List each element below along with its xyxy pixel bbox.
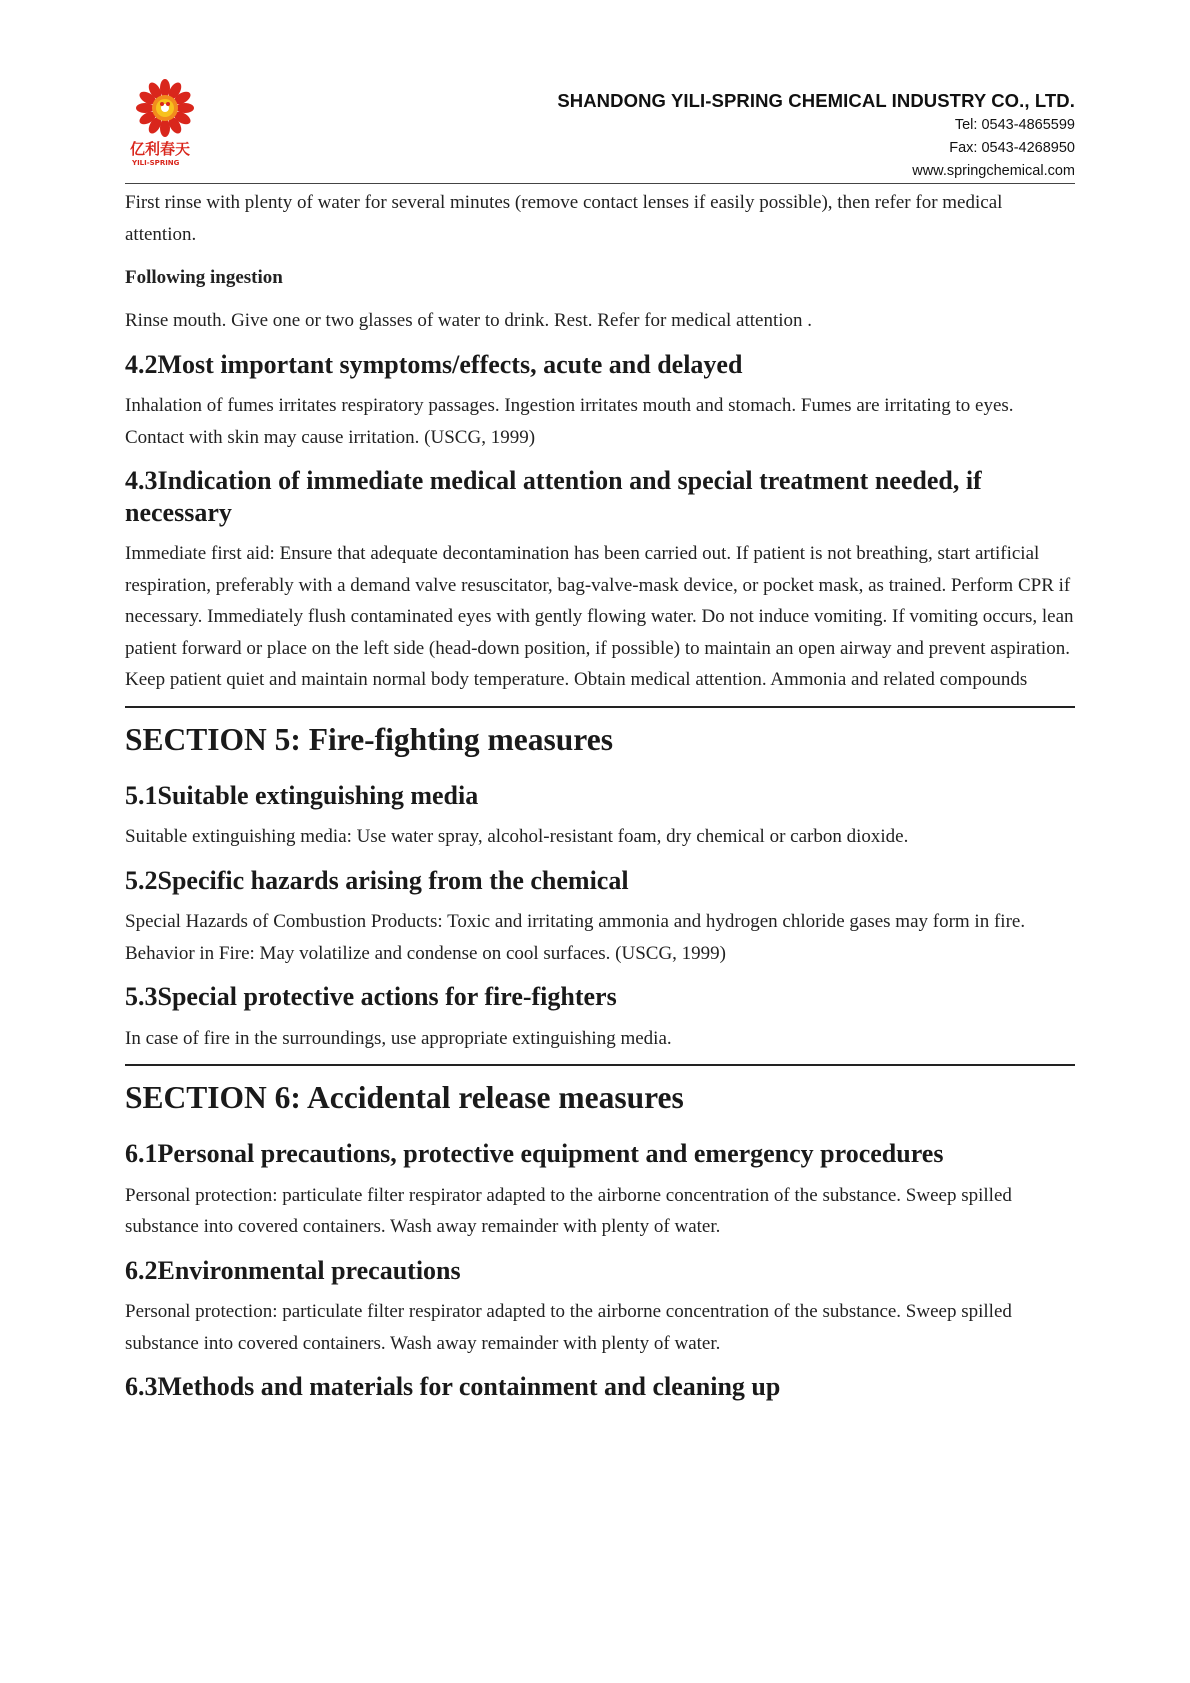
section-6-title: SECTION 6: Accidental release measures xyxy=(125,1080,684,1115)
section-6-2-heading: 6.2Environmental precautions xyxy=(125,1255,461,1285)
section-5-1-heading: 5.1Suitable extinguishing media xyxy=(125,780,479,810)
section-5-1-text: Suitable extinguishing media: Use water spray, alcohol-resistant foam, dry chemical or carbon dioxide. xyxy=(125,826,909,847)
section-5-2-text: Special Hazards of Combustion Products: Toxic and irritating ammonia and hydrogen chloride gases may form in fire. Behavior in Fire: May volatilize and condense on cool surfaces. (USCG, 1999) xyxy=(125,911,1026,964)
header-divider xyxy=(125,183,1075,184)
section-5-2-heading: 5.2Specific hazards arising from the chemical xyxy=(125,865,629,895)
logo-text-cn: 亿利春天 xyxy=(130,140,191,158)
ingestion-heading: Following ingestion xyxy=(125,267,283,288)
section-4-2-heading: 4.2Most important symptoms/effects, acute and delayed xyxy=(125,349,743,379)
section-6-1-text: Personal protection: particulate filter respirator adapted to the airborne concentration of the substance. Sweep spilled substance into covered containers. Wash away remainder with plenty of water. xyxy=(125,1184,1012,1237)
section-5-title: SECTION 5: Fire-fighting measures xyxy=(125,721,613,757)
section-6-2-text: Personal protection: particulate filter respirator adapted to the airborne concentration of the substance. Sweep spilled substance into covered containers. Wash away remainder with plenty of water. xyxy=(125,1301,1012,1354)
company-tel: Tel: 0543-4865599 xyxy=(954,117,1075,133)
section-6-1-heading: 6.1Personal precautions, protective equipment and emergency procedures xyxy=(125,1139,944,1168)
logo-text-en: YILI-SPRING xyxy=(132,159,180,167)
page-header xyxy=(0,0,1190,186)
section-divider xyxy=(125,706,1075,708)
company-info xyxy=(557,88,1075,183)
company-name: SHANDONG YILI-SPRING CHEMICAL INDUSTRY CO., LTD. xyxy=(557,90,1075,111)
section-5-3-heading: 5.3Special protective actions for fire-fighters xyxy=(125,982,617,1011)
section-4-3-text: Immediate first aid: Ensure that adequate decontamination has been carried out. If patient is not breathing, start artificial respiration, preferably with a demand valve resuscitator, bag-valve-mask device, or pocket mask, as trained. Perform CPR if necessary. Immediately flush contaminated eyes with gently flowing water. Do not induce vomiting. If vomiting occurs, lean patient forward or place on the left side (head-down position, if possible) to maintain an open airway and prevent aspiration. Keep patient quiet and maintain normal body temperature. Obtain medical attention. Ammonia and related compounds xyxy=(125,543,1074,690)
document-body xyxy=(125,187,1075,1403)
section-6-3-heading: 6.3Methods and materials for containment and cleaning up xyxy=(125,1372,781,1401)
section-4-3-heading: 4.3Indication of immediate medical attention and special treatment needed, if necessary xyxy=(125,466,982,527)
sunflower-icon xyxy=(136,79,194,137)
section-5-3-text: In case of fire in the surroundings, use appropriate extinguishing media. xyxy=(125,1027,672,1049)
company-logo xyxy=(130,78,220,186)
section-4-2-text: Inhalation of fumes irritates respiratory passages. Ingestion irritates mouth and stomach. Fumes are irritating to eyes. Contact with skin may cause irritation. (USCG, 1999) xyxy=(125,395,1014,448)
eye-contact-text: First rinse with plenty of water for several minutes (remove contact lenses if easily possible), then refer for medical attention. xyxy=(125,192,1003,245)
company-website[interactable]: www.springchemical.com xyxy=(912,163,1075,179)
ingestion-text: Rinse mouth. Give one or two glasses of water to drink. Rest. Refer for medical attention . xyxy=(125,310,813,331)
company-fax: Fax: 0543-4268950 xyxy=(949,140,1075,156)
section-divider xyxy=(125,1064,1075,1066)
